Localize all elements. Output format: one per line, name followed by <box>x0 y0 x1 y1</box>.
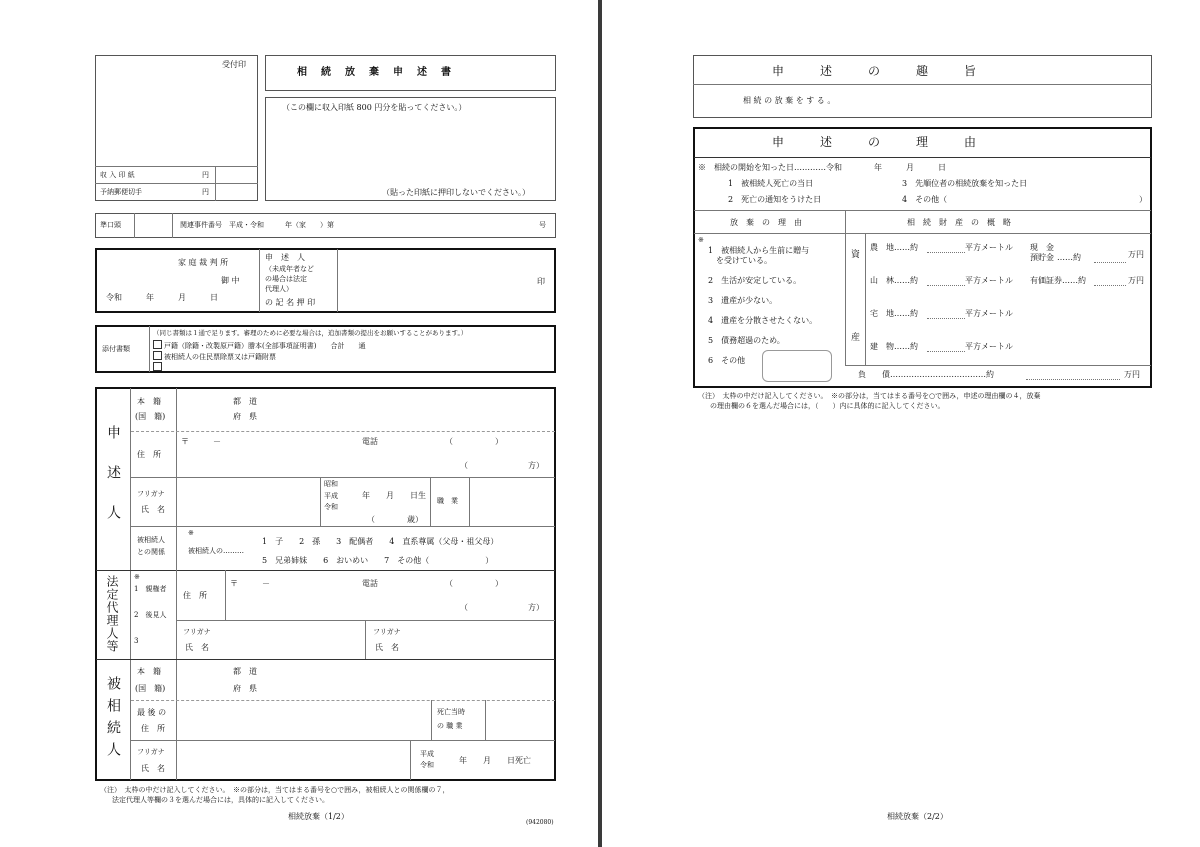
legal-furigana-2: フリガナ <box>373 628 401 636</box>
known-option-1[interactable]: 1 被相続人死亡の当日 <box>728 179 814 188</box>
legal-name-2: 氏 名 <box>375 643 399 652</box>
legal-postal[interactable]: 〒 － <box>230 579 270 588</box>
applicant-sub: （未成年者など <box>265 265 314 273</box>
assets-side-1: 資 <box>851 250 861 260</box>
relation-options-2[interactable]: 5 兄弟姉妹 6 おいめい 7 その他（ ） <box>262 556 494 565</box>
stamp-sign-note: （貼った印紙に押印しないでください。） <box>382 188 530 197</box>
yaku-label: ……約 <box>1057 253 1081 262</box>
side-legal-rep: 法定代理人等 <box>105 575 119 653</box>
deceased-honseki: 本 籍 <box>137 667 161 676</box>
assets-side-2: 産 <box>851 333 861 343</box>
postal-field[interactable]: 〒 － <box>181 437 221 446</box>
footnote-2: の理由欄の６を選んだ場合には，（ ）内に具体的に記入してください。 <box>710 402 945 410</box>
reason-6[interactable]: 6 その他 <box>708 356 746 365</box>
reason-5[interactable]: 5 債務超過のため。 <box>708 336 785 345</box>
relation-label-2: との関係 <box>137 548 165 556</box>
page-title: 相 続 放 棄 申 述 書 <box>297 67 453 78</box>
relation-label: 被相続人 <box>137 536 165 544</box>
legal-name-1: 氏 名 <box>185 643 209 652</box>
attachment-item-2[interactable]: 被相続人の住民票除票又は戸籍附票 <box>153 351 276 362</box>
man-yen-unit: 万円 <box>1128 250 1144 259</box>
main-form-table <box>95 387 556 781</box>
attachment-item-3[interactable] <box>153 362 164 373</box>
reason-head: 放 棄 の 理 由 <box>730 218 802 227</box>
attachments-note: （同じ書類は１通で足ります。審理のために必要な場合は，追加書類の提出をお願いすることがあります。） <box>153 329 468 337</box>
related-case-label: 関連事件番号 平成・令和 年（家 ）第 <box>180 221 334 229</box>
farm-label: 農 地……約 <box>870 243 918 252</box>
page-2 <box>602 0 1200 847</box>
checkbox[interactable] <box>153 340 162 349</box>
reason-4[interactable]: 4 遺産を分散させたくない。 <box>708 316 818 325</box>
postage-label: 予納郵便切手 <box>100 188 142 196</box>
footnote-2: 法定代理人等欄の３を選んだ場合には，具体的に記入してください。 <box>112 796 329 804</box>
kome-mark: ※ <box>188 529 194 537</box>
honseki-label: 本 籍 <box>137 397 161 406</box>
gou-label: 号 <box>539 221 546 229</box>
purpose-text: 相 続 の 放 棄 を す る 。 <box>743 96 836 105</box>
age-field: （ 歳） <box>367 515 423 524</box>
applicant-sub3: 代理人） <box>265 285 293 293</box>
relation-options-1[interactable]: 1 子 2 孫 3 配偶者 4 直系尊属（父母・祖父母） <box>262 537 499 546</box>
kata-label: 方） <box>528 461 544 470</box>
footnote-1: （注） 太枠の中だけ記入してください。 ※の部分は，当てはまる番号を○で囲み，申述の理由欄の４，放棄 <box>698 392 1041 400</box>
paren: （ <box>460 603 468 612</box>
deceased-furigana: フリガナ <box>137 748 165 756</box>
era-heisei: 平成 <box>324 492 338 500</box>
man-yen-unit: 万円 <box>1124 370 1140 379</box>
reason-title: 申 述 の 理 由 <box>772 135 977 149</box>
securities-label: 有価証券……約 <box>1030 276 1086 285</box>
court-label: 家 庭 裁 判 所 <box>178 258 229 267</box>
reason-1[interactable]: 1 被相続人から生前に贈与 <box>708 246 810 255</box>
junkoutou-label: 準口頭 <box>100 221 121 229</box>
todo-label: 都 道 <box>233 667 257 676</box>
death-job-label: 死亡当時 <box>437 708 465 716</box>
birth-date: 年 月 日生 <box>362 491 426 500</box>
fuken-label: 府 県 <box>233 412 257 421</box>
page-footer: 相続放棄（1/2） <box>288 812 349 821</box>
kome-mark: ※ <box>134 573 140 581</box>
man-yen-unit: 万円 <box>1128 276 1144 285</box>
occupation-label: 職 業 <box>437 497 458 505</box>
sqm-unit: 平方メートル <box>965 309 1013 318</box>
furigana-label: フリガナ <box>137 490 165 498</box>
gochu-label: 御 中 <box>221 276 240 285</box>
form-code: (942080) <box>526 819 554 826</box>
checkbox[interactable] <box>153 351 162 360</box>
known-option-3[interactable]: 3 先順位者の相続放棄を知った日 <box>902 179 1028 188</box>
deposit-label: 預貯金 <box>1030 253 1054 262</box>
death-era-reiwa: 令和 <box>420 761 434 769</box>
reason-6-input[interactable] <box>762 350 832 382</box>
page-footer: 相続放棄（2/2） <box>887 812 948 821</box>
era-showa: 昭和 <box>324 480 338 488</box>
page-1 <box>0 0 598 847</box>
forest-field[interactable] <box>927 285 965 286</box>
paren: ） <box>495 579 503 588</box>
legal-option-2[interactable]: 2 後見人 <box>134 611 167 619</box>
relation-prefix: 被相続人の……… <box>188 547 244 555</box>
name-label: 氏 名 <box>141 505 165 514</box>
residential-label: 宅 地……約 <box>870 309 918 318</box>
debt-label: 負 債………………………………約 <box>858 370 994 379</box>
applicant-head: 申 述 人 <box>265 253 305 262</box>
last-address-label-2: 住 所 <box>141 724 165 733</box>
last-address-label: 最 後 の <box>137 708 167 717</box>
cash-label: 現 金 <box>1030 243 1054 252</box>
side-applicant: 申 述 人 <box>105 425 121 525</box>
kome-mark: ※ <box>698 236 704 244</box>
paren: ） <box>495 437 503 446</box>
legal-furigana-1: フリガナ <box>183 628 211 636</box>
reason-3[interactable]: 3 遺産が少ない。 <box>708 296 778 305</box>
kata-label: 方） <box>528 603 544 612</box>
death-job-label-2: の 職 業 <box>437 722 463 730</box>
sqm-unit: 平方メートル <box>965 276 1013 285</box>
revenue-stamp-label: 収 入 印 紙 <box>100 171 135 179</box>
sqm-unit: 平方メートル <box>965 243 1013 252</box>
building-label: 建 物……約 <box>870 342 918 351</box>
reason-1-cont: を受けている。 <box>716 256 772 265</box>
cash-field[interactable] <box>1094 262 1126 263</box>
deceased-kokuseki: (国 籍) <box>135 684 166 693</box>
side-deceased: 被相続人 <box>105 676 121 764</box>
reason-2[interactable]: 2 生活が安定している。 <box>708 276 802 285</box>
stamp-note: （この欄に収入印紙 800 円分を貼ってください。） <box>282 103 467 112</box>
death-date: 年 月 日死亡 <box>459 756 531 765</box>
filing-date: 令和 年 月 日 <box>106 293 218 302</box>
yen-label: 円 <box>202 188 209 196</box>
phone-label: 電話 <box>362 437 378 446</box>
sqm-unit: 平方メートル <box>965 342 1013 351</box>
known-date: ※ 相続の開始を知った日…………令和 年 月 日 <box>698 163 946 172</box>
footnote-1: （注） 太枠の中だけ記入してください。 ※の部分は，当てはまる番号を○で囲み，被相続人との関係欄の７， <box>100 786 450 794</box>
securities-field[interactable] <box>1094 285 1126 286</box>
debt-field[interactable] <box>1026 379 1120 380</box>
residential-field[interactable] <box>927 318 965 319</box>
kokuseki-label: (国 籍) <box>135 412 166 421</box>
deceased-name: 氏 名 <box>141 764 165 773</box>
paren: （ <box>445 579 453 588</box>
address-label: 住 所 <box>137 450 161 459</box>
paren: （ <box>460 461 468 470</box>
seal-mark: 印 <box>537 277 545 286</box>
death-era-heisei: 平成 <box>420 750 434 758</box>
era-reiwa: 令和 <box>324 503 338 511</box>
yen-label: 円 <box>202 171 209 179</box>
legal-address-label: 住 所 <box>183 591 207 600</box>
paren: （ <box>445 437 453 446</box>
applicant-sign: の 記 名 押 印 <box>265 298 316 307</box>
legal-option-1[interactable]: 1 親権者 <box>134 585 167 593</box>
attachments-label: 添付書類 <box>102 345 130 353</box>
known-option-4[interactable]: 4 その他（ <box>902 195 948 204</box>
applicant-sub2: の場合は法定 <box>265 275 307 283</box>
attachment-item-1[interactable]: 戸籍（除籍・改製原戸籍）謄本(全部事項証明書) 合計 通 <box>153 340 365 351</box>
forest-label: 山 林……約 <box>870 276 918 285</box>
reception-stamp-label: 受付印 <box>222 60 246 69</box>
court-sign-box <box>95 248 556 313</box>
fuken-label: 府 県 <box>233 684 257 693</box>
farm-field[interactable] <box>927 252 965 253</box>
building-field[interactable] <box>927 351 965 352</box>
paren: ） <box>1139 195 1147 204</box>
known-option-2[interactable]: 2 死亡の通知をうけた日 <box>728 195 822 204</box>
legal-option-3[interactable]: 3 <box>134 637 139 645</box>
assets-head: 相 続 財 産 の 概 略 <box>907 218 1011 227</box>
checkbox[interactable] <box>153 362 162 371</box>
todo-label: 都 道 <box>233 397 257 406</box>
purpose-title: 申 述 の 趣 旨 <box>772 64 977 78</box>
legal-phone-label: 電話 <box>362 579 378 588</box>
